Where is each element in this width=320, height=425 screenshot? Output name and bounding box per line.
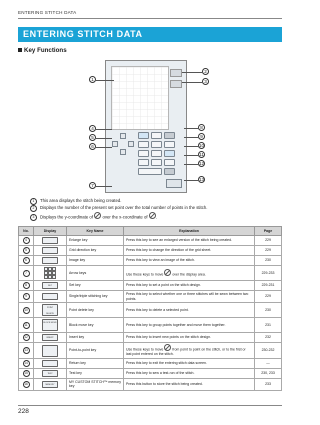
column-header: No. — [19, 227, 34, 236]
caption-number: 1 — [30, 198, 37, 205]
page-ref: 230 — [255, 303, 282, 318]
key-name: Grid direction key — [67, 246, 124, 256]
row-number: 10 — [24, 307, 28, 312]
callout-3: 3 — [202, 78, 209, 85]
page-ref: 229-233 — [255, 266, 282, 281]
needle-pointer-icon — [164, 344, 171, 351]
screen-illustration — [105, 60, 187, 193]
row-number: 16 — [24, 381, 28, 386]
callout-1: 1 — [89, 76, 96, 83]
key-explanation: Press this key to see an enlarged version of the stitch being created. — [124, 236, 255, 246]
key-illustration — [164, 150, 175, 157]
caption-line — [30, 205, 207, 212]
key-illustration — [151, 141, 162, 148]
arrow-left-icon — [112, 141, 118, 147]
page-ref: 231 — [255, 318, 282, 333]
key-name: Insert key — [67, 333, 124, 343]
callout-11: 11 — [199, 152, 204, 157]
table-row — [19, 303, 282, 318]
square-bullet-icon — [18, 48, 22, 52]
key-illustration — [138, 159, 149, 166]
callout-12: 12 — [199, 161, 205, 166]
point-counter — [170, 69, 182, 77]
key-illustration — [138, 132, 149, 139]
header-rule — [18, 18, 282, 19]
point-to-point-key-icon — [42, 345, 58, 357]
callout-9: 9 — [198, 133, 205, 140]
block-move-key-icon: BLOCK MOVE — [42, 319, 58, 331]
table-row — [19, 358, 282, 368]
callout-leader — [184, 164, 198, 165]
key-name: Arrow keys — [67, 266, 124, 281]
arrow-down-icon — [120, 149, 126, 155]
callout-leader — [184, 137, 198, 138]
callout-leader — [96, 138, 112, 139]
page-number: 228 — [18, 408, 29, 415]
key-illustration — [138, 150, 149, 157]
caption-number: 3 — [30, 214, 37, 221]
row-number: 5 — [23, 247, 30, 254]
column-header: Explanation — [124, 227, 255, 236]
enlarge-key-icon — [42, 237, 58, 244]
key-explanation: Press this key to select whether one or three stitches will be sewn between two points. — [124, 291, 255, 303]
row-number: 14 — [24, 360, 28, 365]
key-illustration — [164, 159, 175, 166]
needle-pointer-icon — [149, 212, 156, 219]
callout-leader — [184, 155, 198, 156]
explanation-text: over the display area. — [172, 272, 206, 277]
caption-text: Displays the y-coordinate of — [40, 214, 94, 220]
page-ref: 230-232 — [255, 343, 282, 359]
key-illustration — [164, 132, 175, 139]
caption-text: Displays the number of the present set point over the total number of points in the stitch. — [40, 205, 208, 211]
callout-leader — [184, 128, 198, 129]
callout-leader — [184, 180, 198, 181]
row-number: 4 — [23, 237, 30, 244]
caption-text: . — [155, 214, 157, 220]
side-readouts — [170, 69, 182, 109]
test-key-icon: TEST — [42, 370, 58, 377]
figure-captions — [30, 198, 207, 221]
insert-key-icon: INSERT — [42, 334, 58, 341]
table-row — [19, 291, 282, 303]
arrow-keys-icon — [44, 267, 56, 279]
page-ref: 232 — [255, 333, 282, 343]
key-explanation: Press this key to exit the entering stitch data screen. — [124, 358, 255, 368]
page-ref: 229 — [255, 291, 282, 303]
key-explanation: Press this key to insert new points on the stitch design. — [124, 333, 255, 343]
running-head: ENTERING STITCH DATA — [18, 10, 77, 15]
row-number: 9 — [23, 293, 30, 300]
row-number: 15 — [24, 370, 28, 375]
section-heading-text: Key Functions — [24, 47, 67, 54]
key-explanation — [124, 266, 255, 281]
explanation-text: Use these keys to move — [126, 272, 164, 277]
key-illustration — [138, 168, 162, 175]
key-illustration — [164, 141, 175, 148]
table-row — [19, 333, 282, 343]
section-heading — [18, 47, 67, 54]
key-name: Point delete key — [67, 303, 124, 318]
row-number: 7 — [23, 270, 30, 277]
key-name: Point-to-point key — [67, 343, 124, 359]
key-name: Test key — [67, 368, 124, 378]
callout-leader — [96, 147, 112, 148]
return-key-illustration — [166, 179, 182, 188]
key-illustration — [151, 132, 162, 139]
page-ref: 233 — [255, 378, 282, 390]
coordinate-readout — [170, 80, 182, 88]
caption-text: This area displays the stitch being created. — [40, 198, 122, 204]
key-illustration — [138, 141, 149, 148]
key-name: Set key — [67, 281, 124, 291]
callout-leader — [96, 129, 112, 130]
callout-7: 7 — [89, 182, 96, 189]
table-header-row — [19, 227, 282, 236]
column-header: Page — [255, 227, 282, 236]
callout-10: 10 — [199, 143, 205, 148]
key-illustration — [151, 150, 162, 157]
key-explanation: Press this key to change the direction of the grid sheet. — [124, 246, 255, 256]
arrow-right-icon — [128, 141, 134, 147]
return-key-icon — [42, 360, 58, 367]
page-ref: 229-231 — [255, 281, 282, 291]
row-number: 13 — [24, 348, 28, 353]
memory-key-icon: MEMORY — [42, 381, 58, 388]
key-functions-table — [18, 226, 282, 391]
table-row — [19, 256, 282, 266]
table-row — [19, 343, 282, 359]
key-explanation: Press this key to group points together and move them together. — [124, 318, 255, 333]
key-name: Image key — [67, 256, 124, 266]
row-number: 6 — [23, 257, 30, 264]
key-explanation: Press this key to view an image of the stitch. — [124, 256, 255, 266]
page-ref: 230 — [255, 256, 282, 266]
table-row — [19, 368, 282, 378]
table-row — [19, 266, 282, 281]
needle-pointer-icon — [164, 269, 171, 276]
footer-rule — [18, 405, 282, 406]
callout-2: 2 — [202, 68, 209, 75]
callout-13: 13 — [199, 177, 205, 182]
column-header: Display — [34, 227, 67, 236]
table-row — [19, 378, 282, 390]
key-explanation: Press this key to delete a selected point. — [124, 303, 255, 318]
key-name: Return key — [67, 358, 124, 368]
row-number: 8 — [23, 282, 30, 289]
explanation-text: from point to point on the stitch, or to the first or last point entered on the stitch. — [126, 347, 246, 357]
key-illustration — [151, 159, 162, 166]
stitch-display-area — [111, 66, 169, 130]
table-row — [19, 236, 282, 246]
key-explanation: Press this button to store the stitch being created. — [124, 378, 255, 390]
point-delete-key-icon: POINT DELETE — [42, 304, 58, 316]
single-triple-stitch-key-icon — [42, 293, 58, 300]
callout-leader — [96, 80, 114, 81]
caption-line — [30, 212, 207, 221]
image-key-icon — [42, 257, 58, 264]
callout-leader — [96, 186, 112, 187]
arrow-up-icon — [120, 133, 126, 139]
set-key-icon: SET — [42, 282, 58, 289]
callout-6: 6 — [89, 143, 96, 150]
row-number: 12 — [24, 335, 28, 340]
callout-4: 4 — [89, 125, 96, 132]
table-row — [19, 318, 282, 333]
key-name: MY CUSTOM STITCH™ memory key — [67, 378, 124, 390]
needle-pointer-icon — [94, 212, 101, 219]
table-row — [19, 281, 282, 291]
page-ref: 230, 233 — [255, 368, 282, 378]
key-illustration — [164, 168, 175, 175]
arrow-keys-illustration — [112, 133, 134, 155]
explanation-text: Use these keys to move — [126, 347, 164, 352]
key-explanation — [124, 343, 255, 359]
screen-figure — [78, 58, 228, 196]
page-title: ENTERING STITCH DATA — [18, 27, 282, 42]
caption-number: 2 — [30, 205, 37, 212]
page-ref: 229 — [255, 246, 282, 256]
callout-leader — [182, 82, 202, 83]
key-explanation: Press this key to sew a test-run of the stitch. — [124, 368, 255, 378]
key-name: Block move key — [67, 318, 124, 333]
page-ref: 229 — [255, 236, 282, 246]
key-name: Single/triple stitching key — [67, 291, 124, 303]
row-number: 11 — [24, 322, 28, 327]
callout-leader — [184, 146, 198, 147]
key-name: Enlarge key — [67, 236, 124, 246]
column-header: Key Name — [67, 227, 124, 236]
caption-line — [30, 198, 207, 205]
callout-5: 5 — [89, 134, 96, 141]
grid-direction-key-icon — [42, 247, 58, 254]
table-row — [19, 246, 282, 256]
caption-text: over the x-coordinate of — [102, 214, 148, 220]
callout-leader — [182, 72, 202, 73]
key-explanation: Press this key to set a point on the stitch design. — [124, 281, 255, 291]
callout-8: 8 — [198, 124, 205, 131]
page-ref: — — [255, 358, 282, 368]
